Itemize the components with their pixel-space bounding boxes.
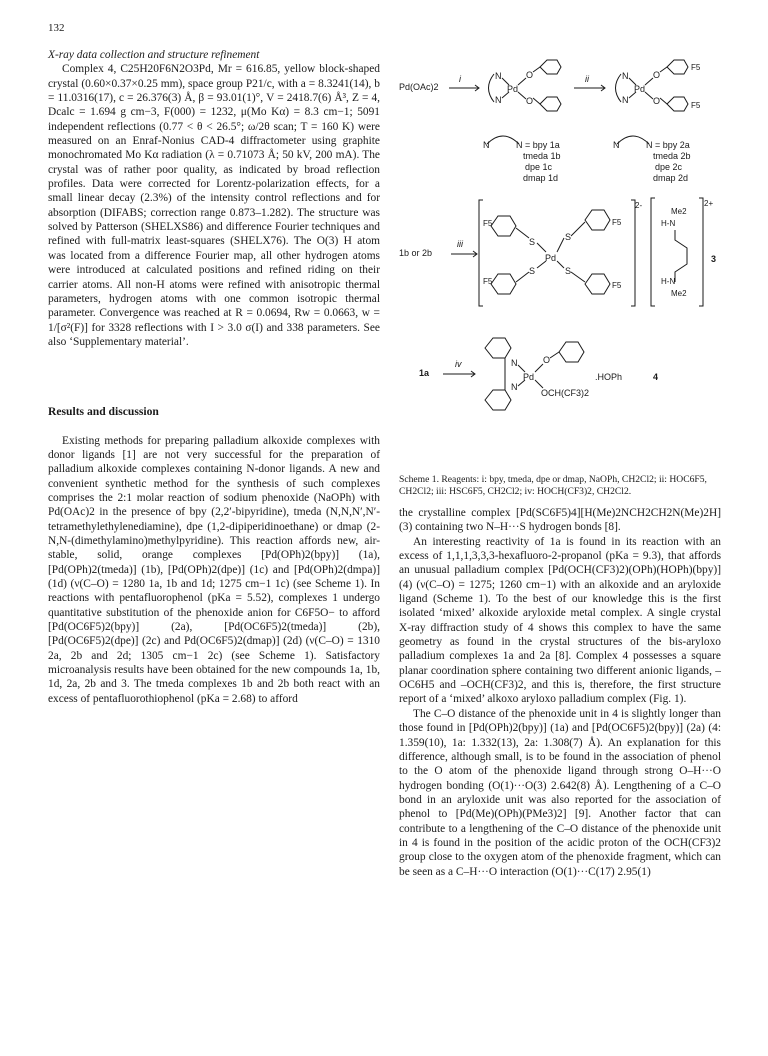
- anion-charge: 2-: [635, 201, 643, 210]
- f5-label: F5: [691, 63, 701, 72]
- pentafluorophenyl-ring: [667, 60, 688, 74]
- scheme-caption: Scheme 1. Reagents: i: bpy, tmeda, dpe or dmap, NaOPh, CH2Cl2; ii: HOC6F5, CH2Cl2; iii: HSC6F5, CH2Cl2; iv: HOCH(CF3)2, CH2Cl2.: [399, 474, 707, 497]
- hn-label: H-N: [661, 277, 676, 286]
- right-column: [399, 48, 721, 879]
- right-ligand-legend: [613, 136, 691, 183]
- atom-s: S: [565, 266, 572, 276]
- atom-n: N: [495, 95, 502, 105]
- me2-label: Me2: [671, 289, 687, 298]
- compound-3-label: 3: [711, 254, 717, 264]
- step-ii-label: ii: [585, 74, 589, 84]
- start-iv-label: 1a: [419, 368, 430, 378]
- atom-n: N: [483, 140, 490, 150]
- atom-n: N: [622, 95, 629, 105]
- f5-label: F5: [483, 277, 493, 286]
- complex-2-structure: [616, 60, 701, 111]
- atom-n: N: [622, 71, 629, 81]
- xray-paragraph: Complex 4, C25H20F6N2O3Pd, Mr = 616.85, yellow block-shaped crystal (0.60×0.37×0.25 mm), space group P21/c, with a = 8.3241(14), b = 11.0316(17), c = 26.376(3) Å, β = 93.01(1)°, V = 2418.7(6) Å³, Z = 4, Dcalc = 1.694 g cm−3, F(000) = 1232, μ(Mo Kα) = 8.3 cm−1; 5091 independent reflections (0.77 < θ < 26.5°; ω/2θ scan; T = 160 K) were measured on an Enraf-Nonius CAD-4 diffractometer using graphite monochromated Mo Kα radiation (λ = 0.71073 Å; 50 kV, 200 mA). The crystal was of rather poor quality, as indicated by broad reflection profiles. Data were corrected for Lorentz-polarization effects, for a small linear decay (2.3%) of the intensity control reflections and for absorption (DIFABS; correction range 0.873–1.282). The structure was solved by Patterson (SHELXS86) and difference Fourier techniques and refined with full-matrix least-squares (SHELX76). The O(3) H atom was located from a difference Fourier map, all other hydrogen atoms were introduced at calculated positions and refined riding on their carrier atoms. All non-H atoms were refined with anisotropic thermal parameters, hydrogen atoms with one common isotropic thermal parameter. Convergence was reached at R = 0.0694, Rw = 0.0663, w = 1/[σ²(F)] for 3328 reflections with I > 3.0 σ(I) and 338 parameters. See also ‘Supplementary material’.: [48, 63, 380, 348]
- continued-paragraph: the crystalline complex [Pd(SC6F5)4][H(Me)2NCH2CH2N(Me)2H] (3) containing two N–H···S hydrogen bonds [8].: [399, 507, 721, 534]
- bond-distance-paragraph: The C–O distance of the phenoxide unit in 4 is slightly longer than those found in [Pd(OPh)2(bpy)] (1a) and [Pd(OC6F5)2(bpy)] (2a) (4: 1.359(10), 1a: 1.332(13), 2a: 1.308(7) Å). An explanation for this difference, although small, is to be found in the association of phenol to the O atom of the phenoxide ligand through strong O–H···O hydrogen bonding (O(1)···O(3) 2.642(8) Å). Lengthening of a C–O bond in an aryloxide unit was also reported for the association of phenol to [Pd(Me)(OPh)(PMe3)2] [9]. Another factor that can contribute to a lengthening of the C–O distance of the phenoxide unit in 4 is found in the position of the acidic proton of the OCH(CF3)2 group close to the oxygen atom of the phenoxide fragment, which can be seen as a C–H···O interaction (O(1)···C(17) 2.95(1): [399, 707, 721, 878]
- atom-s: S: [529, 237, 536, 247]
- ligand-2a: N = bpy 2a: [646, 140, 690, 150]
- atom-n: N: [511, 382, 518, 392]
- start-iii-label: 1b or 2b: [399, 248, 433, 258]
- ligand-1d: dmap 1d: [523, 173, 559, 183]
- f5-label: F5: [612, 281, 622, 290]
- f5-label: F5: [483, 219, 493, 228]
- step-i-label: i: [459, 74, 461, 84]
- ligand-1b: tmeda 1b: [523, 151, 561, 161]
- complex-1-structure: [489, 60, 562, 111]
- page-number: 132: [48, 22, 65, 34]
- pyridine-ring: [485, 390, 511, 410]
- compound-4-label: 4: [653, 372, 659, 382]
- results-heading: Results and discussion: [48, 405, 159, 419]
- results-paragraph: Existing methods for preparing palladium alkoxide complexes with donor ligands [1] are not very successful for the preparation of palladium alkoxide complexes containing N-donor ligands. A new and convenient synthetic method for the synthesis of such complexes comprises the 2:1 molar reaction of sodium phenoxide (NaOPh) with Pd(OAc)2 in the presence of bpy (2,2′-bipyridine), tmeda (N,N,N′,N′-tetramethylethylenediamine), dpe (1,2-dipiperidinoethane) or dmap (2-N,N-(dimethylamino)methylpyridine). This reaction affords new, air-stable, solid, orange complexes [Pd(OPh)2(bpy)] (1a), [Pd(OPh)2(tmeda)] (1b), [Pd(OPh)2(dpe)] (1c) and [Pd(OPh)2(dmpa)] (1d) (ν(C–O) = 1280 1a, 1b and 1d; 1275 cm−1 1c) (see Scheme 1). In reactions with pentafluorophenol (pKa = 5.52), complexes 1 undergo quantitative substitution of the phenoxide anion for C6F5O− to afford [Pd(OC6F5)2(bpy)] (2a), [Pd(OC6F5)2(tmeda)] (2b), [Pd(OC6F5)2(dpe)] (2c) and Pd(OC6F5)2(dmap)] (2d) (ν(C–O) = 1310 2a, 2b and 2d; 1305 cm−1 2c) (see Scheme 1). Satisfactory microanalysis results have been obtained for the new compounds 1a, 1b, 1d, 2a, 2b and 3. The tmeda complexes 1b and 2b both react with an excess of pentafluorothiophenol (pKa = 2.68) to afford: [48, 434, 380, 705]
- ligand-1c: dpe 1c: [525, 162, 553, 172]
- cation-charge: 2+: [704, 199, 714, 208]
- f5-label: F5: [691, 101, 701, 110]
- me2-label: Me2: [671, 207, 687, 216]
- atom-n: N: [613, 140, 620, 150]
- scheme-1: [399, 48, 721, 470]
- left-ligand-legend: [483, 136, 561, 183]
- atom-s: S: [529, 266, 536, 276]
- complex-3-cation: [651, 198, 716, 306]
- hn-label: H-N: [661, 219, 676, 228]
- f5-label: F5: [612, 218, 622, 227]
- pentafluorophenyl-ring: [667, 97, 688, 111]
- pyridine-ring: [485, 338, 511, 358]
- phenyl-ring: [540, 97, 561, 111]
- ligand-2c: dpe 2c: [655, 162, 683, 172]
- ligand-1a: N = bpy 1a: [516, 140, 560, 150]
- atom-n: N: [511, 358, 518, 368]
- hoph-label: .HOPh: [595, 372, 623, 382]
- complex-4-structure: [485, 338, 658, 410]
- reactivity-paragraph: An interesting reactivity of 1a is found in its reaction with an excess of 1,1,1,3,3,3-hexafluoro-2-propanol (pKa = 9.3), that affords an unusual palladium complex [Pd(OCH(CF3)2)(OPh)(HOPh)(bpy)] (4) (ν(C–O) = 1275; 1260 cm−1) with an alkoxide and an aryloxide ligand (Scheme 1). To the best of our knowledge this is the first isolated ‘mixed’ alkoxide aryloxide metal complex. A single crystal X-ray diffraction study of 4 shows this complex to have the same geometry as found in the crystal structures of the bis-aryloxo palladium complexes 1a and 2a [8]. Complex 4 possesses a square planar coordination sphere containing two different anionic ligands, –OC6H5 and –OCH(CF3)2, and this is, therefore, the first structure report of a ‘mixed’ alkoxo aryloxo palladium complex (Fig. 1).: [399, 535, 721, 706]
- atom-pd: Pd: [507, 84, 519, 94]
- atom-pd: Pd: [634, 84, 646, 94]
- atom-o: O: [526, 70, 534, 80]
- xray-heading: X-ray data collection and structure refinement: [48, 49, 260, 61]
- atom-o: O: [653, 70, 661, 80]
- phenyl-ring: [540, 60, 561, 74]
- atom-pd: Pd: [523, 372, 535, 382]
- atom-o: O: [653, 96, 661, 106]
- complex-3-anion: [479, 200, 642, 306]
- och-cf3-label: OCH(CF3)2: [541, 388, 590, 398]
- phenoxide-ring: [559, 342, 584, 362]
- ligand-2b: tmeda 2b: [653, 151, 691, 161]
- left-column: [48, 48, 380, 706]
- pd-oac-label: Pd(OAc)2: [399, 82, 439, 92]
- scheme-drawing: [399, 48, 721, 470]
- atom-s: S: [565, 232, 572, 242]
- atom-n: N: [495, 71, 502, 81]
- ligand-2d: dmap 2d: [653, 173, 689, 183]
- atom-o: O: [543, 355, 551, 365]
- step-iii-label: iii: [457, 239, 463, 249]
- atom-pd: Pd: [545, 253, 557, 263]
- step-iv-label: iv: [455, 359, 462, 369]
- atom-o: O: [526, 96, 534, 106]
